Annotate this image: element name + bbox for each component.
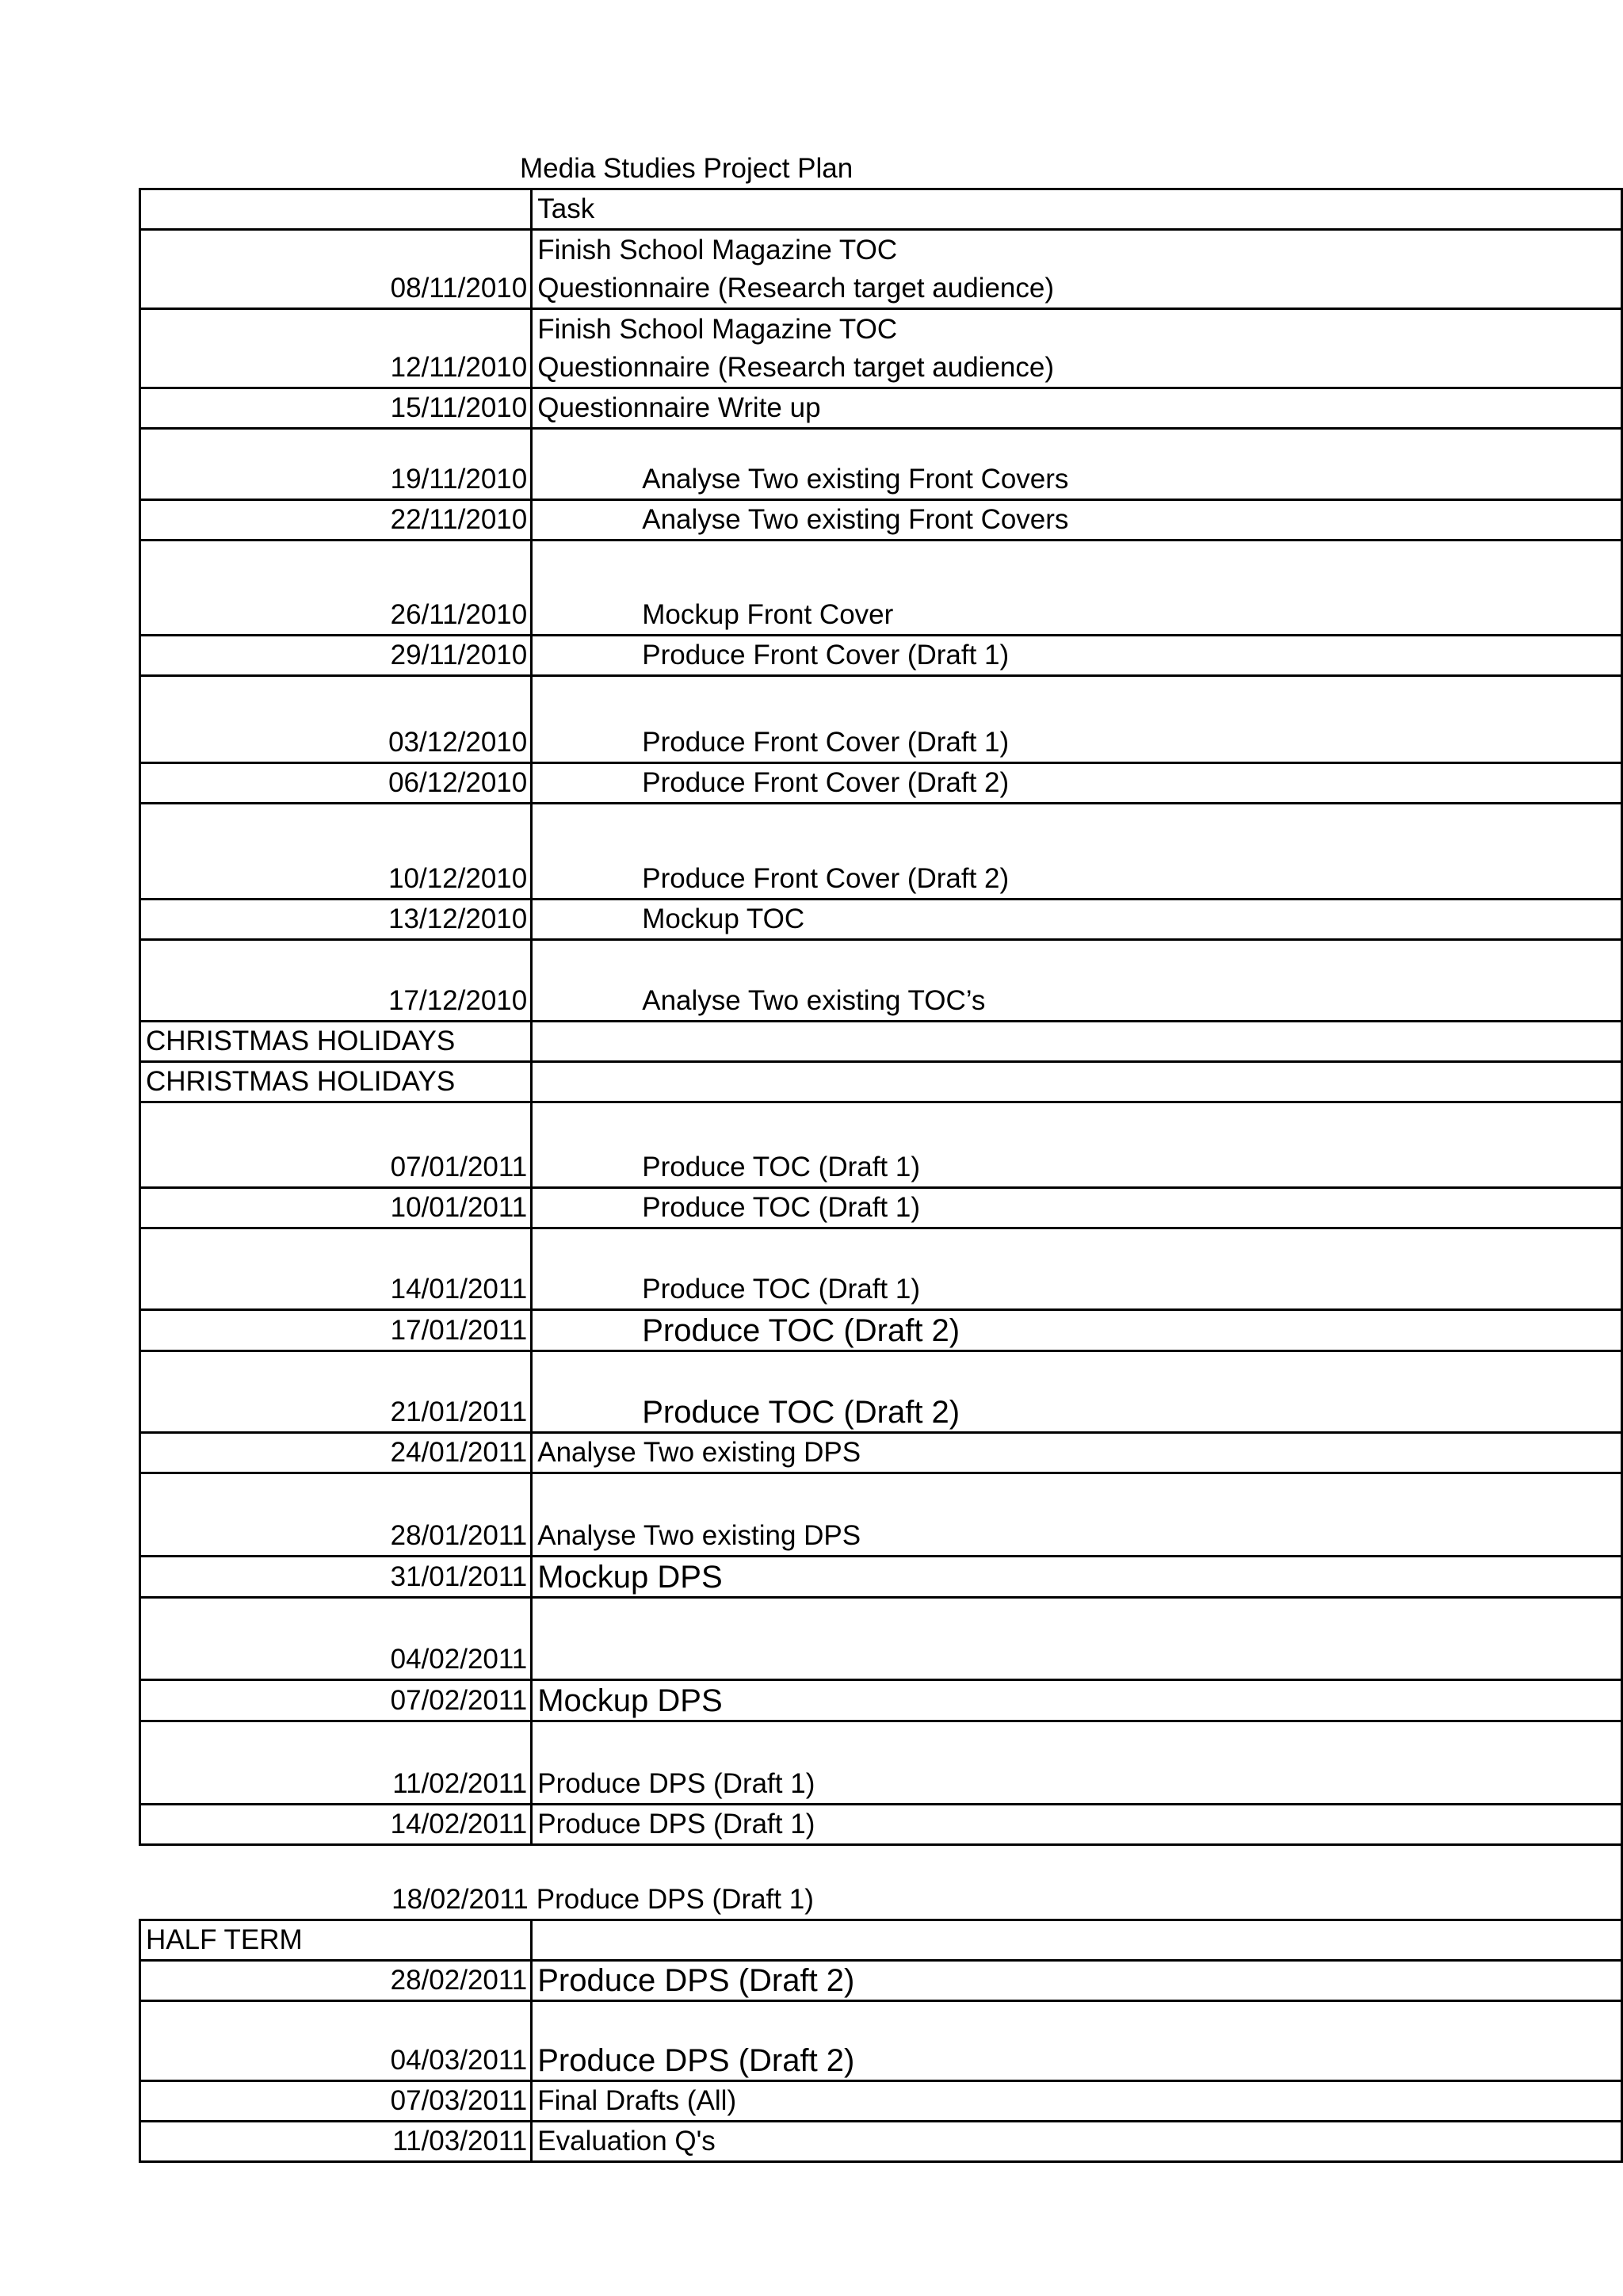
table-row [140, 541, 1622, 636]
table-row [140, 2001, 1622, 2081]
date-cell: 10/01/2011 [140, 1188, 532, 1228]
date-cell: 11/03/2011 [140, 2122, 532, 2162]
table-row [140, 1102, 1622, 1188]
task-cell: Produce TOC (Draft 1) [532, 1102, 1622, 1188]
task-line: Questionnaire (Research target audience) [537, 352, 1054, 383]
date-cell: 17/01/2011 [140, 1310, 532, 1351]
task-cell: Final Drafts (All) [532, 2081, 1622, 2122]
task-cell: Produce DPS (Draft 1) [532, 1721, 1622, 1805]
table-row [140, 1188, 1622, 1228]
task-cell: Mockup DPS [532, 1680, 1622, 1721]
task-cell: Analyse Two existing Front Covers [532, 500, 1622, 541]
table-row [140, 429, 1622, 500]
table-header-row [140, 189, 1622, 230]
task-cell: Produce TOC (Draft 1) [532, 1188, 1622, 1228]
task-cell: Evaluation Q's [532, 2122, 1622, 2162]
table-row [140, 500, 1622, 541]
task-column-header: Task [532, 189, 1622, 230]
task-cell: Analyse Two existing TOC’s [532, 940, 1622, 1022]
task-cell: Produce Front Cover (Draft 2) [532, 763, 1622, 804]
date-cell: 28/01/2011 [140, 1473, 532, 1557]
table-row [140, 1022, 1622, 1062]
date-cell: 06/12/2010 [140, 763, 532, 804]
date-cell: 31/01/2011 [140, 1557, 532, 1598]
task-cell: Produce DPS (Draft 1) [532, 1805, 1622, 1845]
table-row [140, 1920, 1622, 1961]
task-cell: Produce TOC (Draft 2) [532, 1351, 1622, 1433]
task-cell: Mockup DPS [532, 1557, 1622, 1598]
table-row [140, 1598, 1622, 1680]
date-cell: 03/12/2010 [140, 676, 532, 763]
date-cell: 07/02/2011 [140, 1680, 532, 1721]
task-cell: Produce Front Cover (Draft 2) [532, 804, 1622, 900]
table-row [140, 1228, 1622, 1310]
table-row [140, 230, 1622, 309]
date-cell: 04/02/2011 [140, 1598, 532, 1680]
table-row [140, 1557, 1622, 1598]
date-cell: 21/01/2011 [140, 1351, 532, 1433]
date-cell: 22/11/2010 [140, 500, 532, 541]
table-row [140, 388, 1622, 429]
table-row [140, 940, 1622, 1022]
table-row [140, 1845, 1622, 1920]
table-row [140, 1473, 1622, 1557]
date-cell: 13/12/2010 [140, 900, 532, 940]
table-row [140, 1062, 1622, 1102]
table-row [140, 1310, 1622, 1351]
task-cell: Mockup TOC [532, 900, 1622, 940]
task-cell [532, 1062, 1622, 1102]
date-cell: 18/02/2011 [140, 1845, 532, 1920]
table-row [140, 1433, 1622, 1473]
task-cell: Produce TOC (Draft 1) [532, 1228, 1622, 1310]
table-row [140, 2122, 1622, 2162]
task-cell: Produce DPS (Draft 2) [532, 2001, 1622, 2081]
date-cell: 19/11/2010 [140, 429, 532, 500]
date-cell: 04/03/2011 [140, 2001, 532, 2081]
task-cell [532, 230, 1622, 309]
task-line: Finish School Magazine TOC [537, 314, 898, 345]
date-cell: 24/01/2011 [140, 1433, 532, 1473]
date-cell: 10/12/2010 [140, 804, 532, 900]
date-cell: 07/01/2011 [140, 1102, 532, 1188]
project-plan-table [139, 188, 1623, 2163]
task-cell [532, 309, 1622, 388]
table-row [140, 900, 1622, 940]
table-row [140, 1805, 1622, 1845]
task-cell: Produce TOC (Draft 2) [532, 1310, 1622, 1351]
task-cell [532, 1598, 1622, 1680]
table-row [140, 804, 1622, 900]
date-cell: 12/11/2010 [140, 309, 532, 388]
date-cell: 29/11/2010 [140, 636, 532, 676]
table-row [140, 1721, 1622, 1805]
date-cell: 26/11/2010 [140, 541, 532, 636]
date-cell: 14/02/2011 [140, 1805, 532, 1845]
task-cell [532, 1022, 1622, 1062]
date-column-header [140, 189, 532, 230]
date-cell: 07/03/2011 [140, 2081, 532, 2122]
date-cell: 08/11/2010 [140, 230, 532, 309]
date-cell: HALF TERM [140, 1920, 532, 1961]
date-cell: 28/02/2011 [140, 1961, 532, 2001]
table-row [140, 1961, 1622, 2001]
table-row [140, 763, 1622, 804]
table-row [140, 1680, 1622, 1721]
date-cell: CHRISTMAS HOLIDAYS [140, 1022, 532, 1062]
task-cell [532, 1920, 1622, 1961]
task-cell: Produce Front Cover (Draft 1) [532, 676, 1622, 763]
task-cell: Produce DPS (Draft 1) [532, 1845, 1622, 1920]
date-cell: CHRISTMAS HOLIDAYS [140, 1062, 532, 1102]
date-cell: 17/12/2010 [140, 940, 532, 1022]
date-cell: 11/02/2011 [140, 1721, 532, 1805]
date-cell: 15/11/2010 [140, 388, 532, 429]
task-cell: Analyse Two existing Front Covers [532, 429, 1622, 500]
task-cell: Produce DPS (Draft 2) [532, 1961, 1622, 2001]
task-cell: Mockup Front Cover [532, 541, 1622, 636]
date-cell: 14/01/2011 [140, 1228, 532, 1310]
task-line: Questionnaire (Research target audience) [537, 273, 1054, 304]
table-row [140, 636, 1622, 676]
page-title: Media Studies Project Plan [520, 153, 854, 184]
task-cell: Analyse Two existing DPS [532, 1433, 1622, 1473]
table-row [140, 309, 1622, 388]
task-cell: Analyse Two existing DPS [532, 1473, 1622, 1557]
table-row [140, 1351, 1622, 1433]
task-line: Finish School Magazine TOC [537, 235, 898, 266]
table-row [140, 676, 1622, 763]
task-cell: Questionnaire Write up [532, 388, 1622, 429]
task-cell: Produce Front Cover (Draft 1) [532, 636, 1622, 676]
table-row [140, 2081, 1622, 2122]
